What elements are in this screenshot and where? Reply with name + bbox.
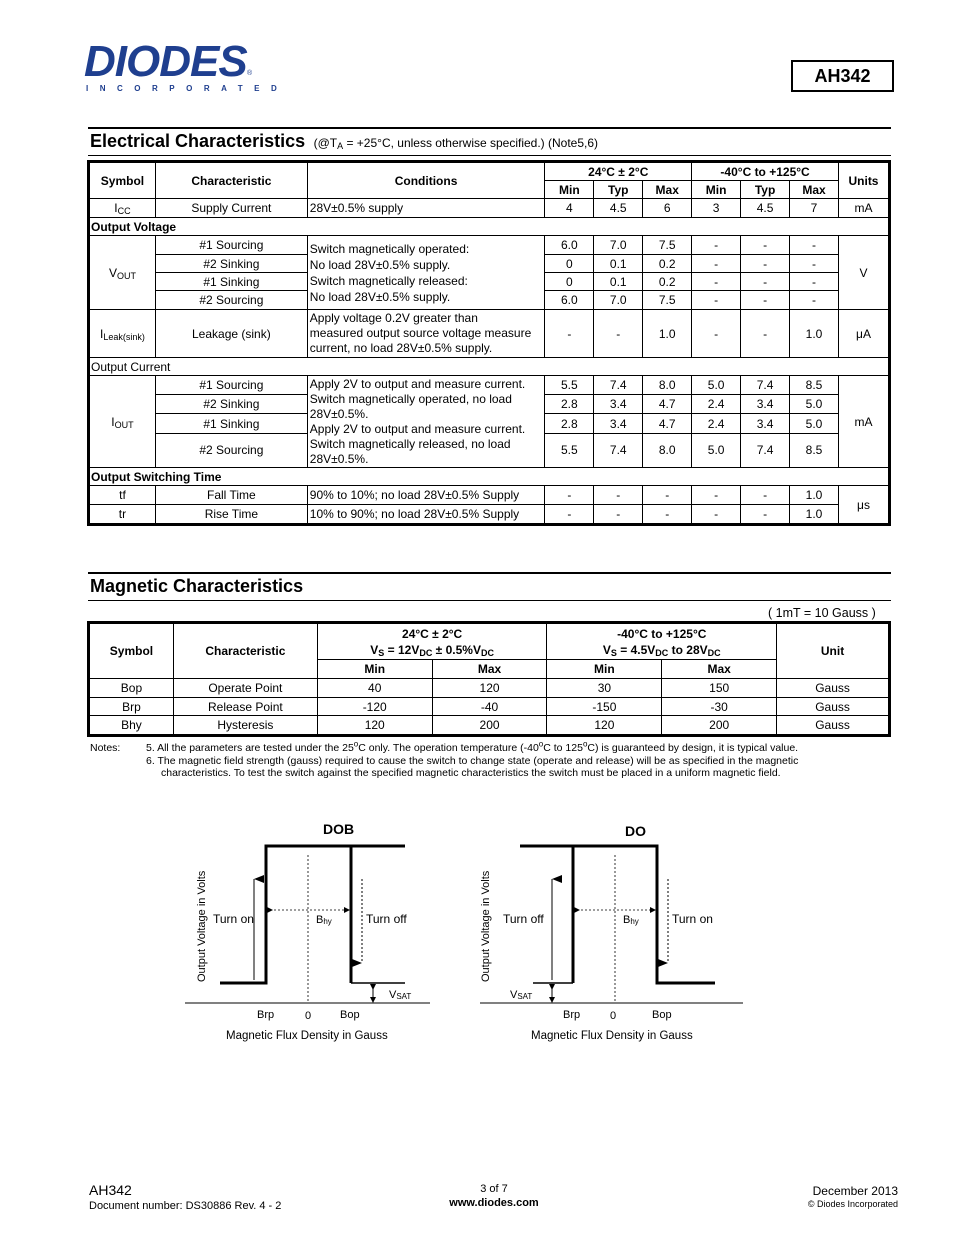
- do-title: DO: [625, 823, 646, 839]
- symbol-cell: Bhy: [90, 716, 174, 735]
- conditions-cell: 10% to 90%; no load 28V±0.5% Supply: [307, 505, 545, 524]
- th-unit: Unit: [777, 624, 889, 679]
- table-row: [90, 236, 889, 255]
- conditions-cell: Apply voltage 0.2V greater than measured output source voltage measure current, no load 28V±0.5% supply.: [307, 310, 545, 358]
- value-cell: -: [741, 273, 790, 291]
- value-cell: 7.0: [594, 236, 643, 255]
- value-cell: -: [741, 486, 790, 505]
- diodes-logo: [84, 37, 289, 93]
- symbol-cell: $I_{CC}$: [90, 199, 156, 218]
- logo-text: DIODES: [84, 37, 247, 86]
- unit-cell: V: [838, 236, 888, 310]
- value-cell: 200: [432, 716, 547, 735]
- table-row: [90, 376, 889, 395]
- characteristic-cell: #2 Sinking: [155, 395, 307, 414]
- th-symbol: Symbol: [90, 624, 174, 679]
- value-cell: -: [741, 310, 790, 358]
- electrical-title-text: Electrical Characteristics: [90, 131, 306, 151]
- th-range-25c: 24°C ± 2°C: [545, 163, 692, 181]
- value-cell: -: [692, 486, 741, 505]
- value-cell: -: [692, 505, 741, 524]
- value-cell: -: [545, 310, 594, 358]
- value-cell: 5.5: [545, 433, 594, 467]
- value-cell: 1.0: [790, 486, 839, 505]
- unit-cell: μs: [838, 486, 888, 524]
- value-cell: 7.0: [594, 291, 643, 310]
- value-cell: 5.5: [545, 376, 594, 395]
- th-range-wide: -40°C to +125°C $V_S = 4.5V_{DC}$ to $28V_{DC}$: [547, 624, 777, 660]
- th-typ: Typ: [741, 181, 790, 199]
- logo-subtext: INCORPORATED: [86, 84, 289, 93]
- conditions-cell: Apply 2V to output and measure current. Switch magnetically operated, no load 28V±0.5%. Apply 2V to output and measure current. Switch magnetically released, no load 28V±0.5%.: [307, 376, 545, 468]
- value-cell: 6.0: [545, 236, 594, 255]
- dob-turn-off-label: Turn off: [366, 912, 407, 926]
- footer-page: 3 of 7: [480, 1183, 508, 1195]
- footer-copyright: © Diodes Incorporated: [807, 1199, 898, 1209]
- dob-bhy-label: Bhy: [316, 914, 332, 926]
- value-cell: 0: [545, 255, 594, 273]
- value-cell: -: [594, 486, 643, 505]
- value-cell: -: [790, 236, 839, 255]
- value-cell: -: [692, 255, 741, 273]
- characteristic-cell: Leakage (sink): [155, 310, 307, 358]
- section-output-current: Output Current: [90, 358, 889, 376]
- value-cell: 4: [545, 199, 594, 218]
- value-cell: -30: [662, 698, 777, 716]
- value-cell: -: [692, 291, 741, 310]
- value-cell: 7.4: [741, 376, 790, 395]
- value-cell: 3.4: [594, 395, 643, 414]
- th-conditions: Conditions: [307, 163, 545, 199]
- characteristic-cell: #1 Sourcing: [155, 376, 307, 395]
- value-cell: -: [692, 310, 741, 358]
- footer-docnum: Document number: DS30886 Rev. 4 - 2: [89, 1200, 282, 1212]
- characteristic-cell: #2 Sinking: [155, 255, 307, 273]
- table-row: [90, 486, 889, 505]
- dob-turn-on-label: Turn on: [213, 912, 254, 926]
- characteristic-cell: #1 Sinking: [155, 414, 307, 433]
- value-cell: 7.4: [741, 433, 790, 467]
- value-cell: 4.7: [643, 395, 692, 414]
- th-min: Min: [692, 181, 741, 199]
- value-cell: 7.5: [643, 291, 692, 310]
- table-row: [90, 716, 889, 735]
- notes-label: Notes:: [90, 742, 121, 754]
- value-cell: -: [643, 505, 692, 524]
- section-rule-top: [88, 127, 891, 129]
- magnetic-table: [89, 623, 889, 735]
- characteristic-cell: Operate Point: [173, 679, 317, 698]
- value-cell: 0.2: [643, 255, 692, 273]
- value-cell: -: [594, 505, 643, 524]
- value-cell: 3.4: [741, 414, 790, 433]
- do-brp-label: Brp: [563, 1009, 581, 1021]
- value-cell: 7.4: [594, 376, 643, 395]
- section-rule-bottom: [88, 155, 891, 156]
- value-cell: -: [741, 255, 790, 273]
- th-characteristic: Characteristic: [155, 163, 307, 199]
- unit-cell: μA: [838, 310, 888, 358]
- th-max: Max: [643, 181, 692, 199]
- conditions-cell: 90% to 10%; no load 28V±0.5% Supply: [307, 486, 545, 505]
- unit-cell: mA: [838, 376, 888, 468]
- characteristic-cell: Fall Time: [155, 486, 307, 505]
- mag-rule-bottom: [88, 600, 891, 601]
- table-row: [90, 679, 889, 698]
- value-cell: -: [790, 273, 839, 291]
- dob-brp-label: Brp: [257, 1009, 275, 1021]
- value-cell: 2.8: [545, 395, 594, 414]
- value-cell: -: [741, 291, 790, 310]
- dob-zero-label: 0: [305, 1010, 312, 1022]
- unit-cell: Gauss: [777, 698, 889, 716]
- magnetic-title: Magnetic Characteristics: [90, 576, 304, 596]
- th-min: Min: [317, 660, 432, 679]
- do-hysteresis-diagram: [475, 815, 750, 1050]
- value-cell: 4.7: [643, 414, 692, 433]
- logo-registered-mark: ®: [247, 70, 253, 77]
- note-5: 5. All the parameters are tested under the 25$^o$C only. The operation temperature (-40$^o$C to 125$^o$C) is guaranteed by design, it is typical value.: [146, 739, 799, 754]
- value-cell: 3.4: [741, 395, 790, 414]
- th-min: Min: [545, 181, 594, 199]
- value-cell: 8.0: [643, 376, 692, 395]
- characteristic-cell: #2 Sourcing: [155, 433, 307, 467]
- value-cell: 2.8: [545, 414, 594, 433]
- value-cell: 1.0: [790, 310, 839, 358]
- value-cell: 2.4: [692, 395, 741, 414]
- characteristic-cell: #2 Sourcing: [155, 291, 307, 310]
- mag-rule-top: [88, 572, 891, 574]
- footer-date: December 2013: [812, 1184, 898, 1198]
- value-cell: 120: [317, 716, 432, 735]
- symbol-cell: tr: [90, 505, 156, 524]
- value-cell: 0.1: [594, 273, 643, 291]
- value-cell: 30: [547, 679, 662, 698]
- th-range-25c: 24°C ± 2°C $V_S = 12V_{DC} \pm 0.5\%V_{DC}$: [317, 624, 547, 660]
- unit-cell: Gauss: [777, 716, 889, 735]
- value-cell: 0: [545, 273, 594, 291]
- characteristic-cell: Rise Time: [155, 505, 307, 524]
- conditions-cell: 28V±0.5% supply: [307, 199, 545, 218]
- do-turn-on-label: Turn on: [672, 912, 713, 926]
- note-6: 6. The magnetic field strength (gauss) required to cause the switch to change state (operate and release) will be as specified in the magnetic: [146, 755, 799, 767]
- dob-title: DOB: [323, 821, 355, 837]
- value-cell: 8.0: [643, 433, 692, 467]
- value-cell: 3.4: [594, 414, 643, 433]
- do-vsat-label: VSAT: [510, 989, 533, 1001]
- value-cell: -40: [432, 698, 547, 716]
- do-bop-label: Bop: [652, 1009, 672, 1021]
- value-cell: 6.0: [545, 291, 594, 310]
- value-cell: 5.0: [692, 433, 741, 467]
- electrical-title: [90, 131, 598, 152]
- value-cell: -: [545, 486, 594, 505]
- do-turn-off-label: Turn off: [503, 912, 544, 926]
- table-row: [90, 698, 889, 716]
- symbol-cell: Bop: [90, 679, 174, 698]
- part-number-box: AH342: [791, 60, 894, 92]
- value-cell: -: [545, 505, 594, 524]
- value-cell: -: [594, 310, 643, 358]
- do-xlabel: Magnetic Flux Density in Gauss: [531, 1030, 693, 1042]
- value-cell: 4.5: [594, 199, 643, 218]
- value-cell: 5.0: [692, 376, 741, 395]
- th-max: Max: [432, 660, 547, 679]
- th-range-wide: -40°C to +125°C: [692, 163, 839, 181]
- characteristic-cell: #1 Sinking: [155, 273, 307, 291]
- value-cell: 7.4: [594, 433, 643, 467]
- unit-cell: Gauss: [777, 679, 889, 698]
- dob-vsat-label: VSAT: [389, 989, 412, 1001]
- table-row: [90, 199, 889, 218]
- th-symbol: Symbol: [90, 163, 156, 199]
- value-cell: 1.0: [643, 310, 692, 358]
- value-cell: 150: [662, 679, 777, 698]
- unit-conversion-note: ( 1mT = 10 Gauss ): [768, 606, 876, 620]
- symbol-cell: $I_{Leak(sink)}$: [90, 310, 156, 358]
- do-bhy-label: Bhy: [623, 914, 639, 926]
- dob-ylabel: Output Voltage in Volts: [196, 870, 208, 982]
- unit-cell: mA: [838, 199, 888, 218]
- th-characteristic: Characteristic: [173, 624, 317, 679]
- section-switching-time: Output Switching Time: [90, 468, 889, 486]
- do-ylabel: Output Voltage in Volts: [480, 870, 492, 982]
- value-cell: -: [790, 291, 839, 310]
- value-cell: -: [790, 255, 839, 273]
- value-cell: 8.5: [790, 433, 839, 467]
- value-cell: -: [741, 236, 790, 255]
- note-6-continued: characteristics. To test the switch against the specified magnetic characteristics the switch must be placed in a uniform magnetic field.: [161, 767, 781, 779]
- dob-xlabel: Magnetic Flux Density in Gauss: [226, 1030, 388, 1042]
- value-cell: 6: [643, 199, 692, 218]
- characteristic-cell: Supply Current: [155, 199, 307, 218]
- electrical-subtitle: ($@T_A = +25^\circ C$, unless otherwise specified.) (Note5,6): [313, 136, 599, 151]
- symbol-cell: $V_{OUT}$: [90, 236, 156, 310]
- table-row: [90, 505, 889, 524]
- value-cell: 3: [692, 199, 741, 218]
- th-typ: Typ: [594, 181, 643, 199]
- value-cell: 40: [317, 679, 432, 698]
- th-min: Min: [547, 660, 662, 679]
- value-cell: 8.5: [790, 376, 839, 395]
- electrical-table: [89, 162, 889, 524]
- symbol-cell: Brp: [90, 698, 174, 716]
- symbol-cell: tf: [90, 486, 156, 505]
- value-cell: 7.5: [643, 236, 692, 255]
- value-cell: -: [643, 486, 692, 505]
- do-zero-label: 0: [610, 1010, 617, 1022]
- value-cell: -: [741, 505, 790, 524]
- symbol-cell: $I_{OUT}$: [90, 376, 156, 468]
- value-cell: 1.0: [790, 505, 839, 524]
- value-cell: 4.5: [741, 199, 790, 218]
- value-cell: 5.0: [790, 414, 839, 433]
- value-cell: 5.0: [790, 395, 839, 414]
- th-max: Max: [662, 660, 777, 679]
- value-cell: -: [692, 236, 741, 255]
- value-cell: 0.1: [594, 255, 643, 273]
- dob-hysteresis-diagram: [180, 815, 440, 1050]
- value-cell: 120: [432, 679, 547, 698]
- value-cell: 7: [790, 199, 839, 218]
- th-units: Units: [838, 163, 888, 199]
- characteristic-cell: #1 Sourcing: [155, 236, 307, 255]
- footer-part: AH342: [89, 1182, 132, 1198]
- characteristic-cell: Hysteresis: [173, 716, 317, 735]
- table-row: [90, 310, 889, 358]
- value-cell: 120: [547, 716, 662, 735]
- value-cell: 2.4: [692, 414, 741, 433]
- footer-url: www.diodes.com: [449, 1197, 539, 1209]
- value-cell: -120: [317, 698, 432, 716]
- dob-bop-label: Bop: [340, 1009, 360, 1021]
- characteristic-cell: Release Point: [173, 698, 317, 716]
- th-max: Max: [790, 181, 839, 199]
- value-cell: 0.2: [643, 273, 692, 291]
- value-cell: -: [692, 273, 741, 291]
- section-output-voltage: Output Voltage: [90, 218, 889, 236]
- value-cell: -150: [547, 698, 662, 716]
- conditions-cell: Switch magnetically operated: No load 28V±0.5% supply. Switch magnetically released: No load 28V±0.5% supply.: [307, 236, 545, 310]
- value-cell: 200: [662, 716, 777, 735]
